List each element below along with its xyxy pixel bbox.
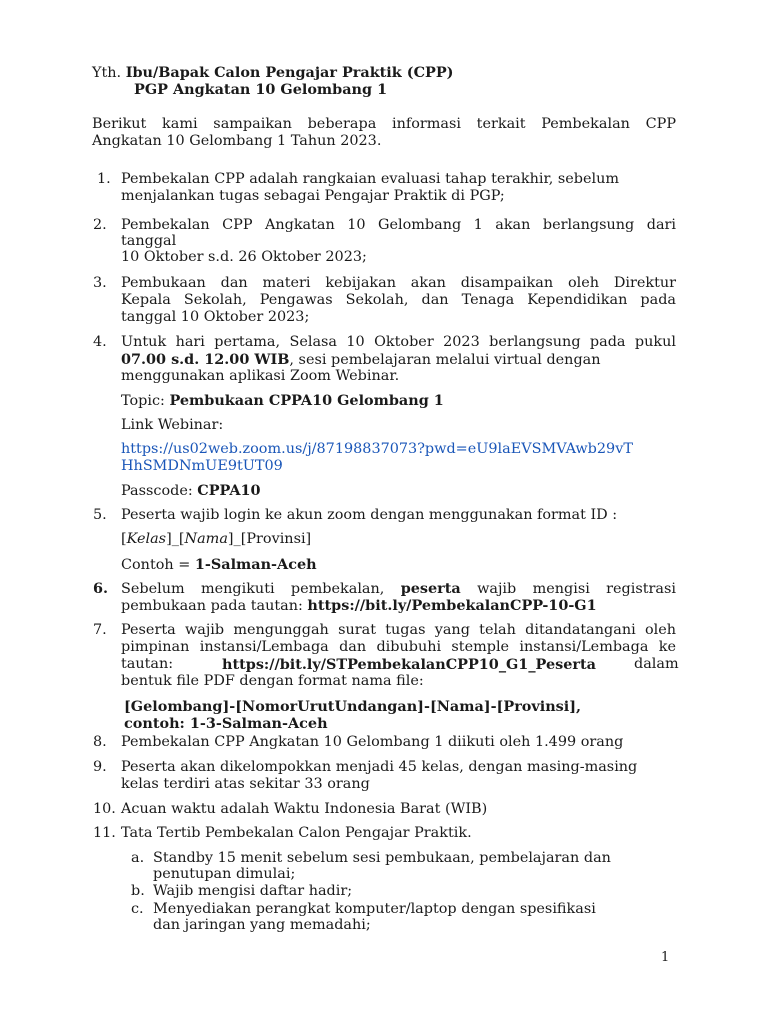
item-3-line-1: Pembukaan dan materi kebijakan akan disampaikan oleh Direktur (121, 275, 676, 291)
item-11-line-1: Tata Tertib Pembekalan Calon Pengajar Praktik. (121, 825, 472, 841)
item-7-line-4: bentuk file PDF dengan format nama file: (121, 673, 424, 689)
cohort-title: PGP Angkatan 10 Gelombang 1 (134, 81, 388, 98)
item-2-number: 2. (93, 217, 107, 233)
item-6-text-d: pembukaan pada tautan: (121, 598, 303, 614)
item-3-line-2: Kepala Sekolah, Pengawas Sekolah, dan Tenaga Kependidikan pada (121, 292, 676, 308)
item-9-line-2: kelas terdiri atas sekitar 33 orang (121, 776, 370, 792)
fmt-mid: ]_[ (166, 531, 185, 547)
zoom-id-format (121, 531, 311, 548)
topic-value: Pembukaan CPPA10 Gelombang 1 (169, 392, 444, 409)
item-4-topic (121, 392, 444, 410)
recipient-title: Ibu/Bapak Calon Pengajar Praktik (CPP) (125, 64, 454, 81)
upload-link[interactable]: https://bit.ly/STPembekalanCPP10_G1_Peserta (222, 656, 596, 673)
file-name-example: contoh: 1-3-Salman-Aceh (124, 715, 328, 732)
item-10-number: 10. (93, 801, 116, 817)
item-11a-line-2: penutupan dimulai; (153, 866, 296, 882)
item-6-line-2 (121, 597, 597, 615)
webinar-link-line-1[interactable]: https://us02web.zoom.us/j/87198837073?pwd=eU9laEVSMVAwb29vT (121, 441, 633, 457)
item-6-text-a: Sebelum mengikuti pembekalan, (121, 581, 385, 597)
topic-label: Topic: (121, 393, 165, 409)
item-7-line-1: Peserta wajib mengunggah surat tugas yang telah ditandatangani oleh (121, 622, 676, 638)
salutation-line (92, 64, 453, 82)
link-webinar-label: Link Webinar: (121, 417, 224, 433)
item-8-line-1: Pembekalan CPP Angkatan 10 Gelombang 1 diikuti oleh 1.499 orang (121, 734, 624, 750)
item-6-line-1 (121, 580, 676, 598)
salutation-yth: Yth. (92, 65, 122, 81)
passcode-value: CPPA10 (197, 482, 261, 499)
item-4-line-1: Untuk hari pertama, Selasa 10 Oktober 2023 berlangsung pada pukul (121, 334, 676, 350)
item-9-line-1: Peserta akan dikelompokkan menjadi 45 kelas, dengan masing-masing (121, 759, 638, 775)
item-11b-letter: b. (131, 883, 145, 899)
item-4-time: 07.00 s.d. 12.00 WIB (121, 351, 290, 368)
item-11c-line-1: Menyediakan perangkat komputer/laptop dengan spesifikasi (153, 901, 596, 917)
item-11a-line-1: Standby 15 menit sebelum sesi pembukaan, pembelajaran dan (153, 850, 611, 866)
item-4-line-3: menggunakan aplikasi Zoom Webinar. (121, 368, 400, 384)
zoom-id-example (121, 556, 317, 574)
item-7-tautan-label: tautan: (121, 656, 174, 672)
item-11c-letter: c. (131, 901, 144, 917)
item-2-line-2: tanggal (121, 233, 177, 249)
item-6-text-c: wajib mengisi registrasi (477, 581, 676, 597)
file-name-format: [Gelombang]-[NomorUrutUndangan]-[Nama]-[Provinsi], (124, 698, 582, 715)
item-2-line-3: 10 Oktober s.d. 26 Oktober 2023; (121, 249, 367, 265)
item-7-line-2: pimpinan instansi/Lembaga dan dibubuhi stemple instansi/Lembaga ke (121, 639, 676, 655)
item-11a-letter: a. (131, 850, 145, 866)
item-1-line-2: menjalankan tugas sebagai Pengajar Praktik di PGP; (121, 188, 505, 204)
fmt-kelas: Kelas (126, 531, 167, 547)
page-number: 1 (661, 950, 670, 965)
item-4-line-2-rest: , sesi pembelajaran melalui virtual dengan (289, 352, 601, 368)
fmt-open: [ (121, 531, 127, 547)
item-5-line-1: Peserta wajib login ke akun zoom dengan menggunakan format ID : (121, 507, 618, 523)
fmt-nama: Nama (184, 531, 228, 547)
passcode-label: Passcode: (121, 483, 193, 499)
example-label: Contoh = (121, 557, 195, 573)
fmt-end: ]_[Provinsi] (227, 531, 312, 547)
item-7-dalam: dalam (634, 656, 679, 672)
item-9-number: 9. (93, 759, 107, 775)
item-7-number: 7. (93, 622, 107, 638)
item-1-number: 1. (97, 171, 111, 187)
item-2-line-1: Pembekalan CPP Angkatan 10 Gelombang 1 akan berlangsung dari (121, 217, 676, 233)
registration-link[interactable]: https://bit.ly/PembekalanCPP-10-G1 (307, 597, 597, 614)
item-6-peserta: peserta (400, 580, 461, 597)
intro-line-2: Angkatan 10 Gelombang 1 Tahun 2023. (92, 133, 382, 149)
example-value: 1-Salman-Aceh (194, 556, 317, 573)
item-10-line-1: Acuan waktu adalah Waktu Indonesia Barat (WIB) (121, 801, 488, 817)
item-3-number: 3. (93, 275, 107, 291)
item-5-number: 5. (93, 507, 107, 523)
item-4-passcode (121, 482, 261, 500)
intro-line-1: Berikut kami sampaikan beberapa informasi terkait Pembekalan CPP (92, 116, 676, 132)
item-1-line-1: Pembekalan CPP adalah rangkaian evaluasi tahap terakhir, sebelum (121, 171, 620, 187)
item-11c-line-2: dan jaringan yang memadahi; (153, 917, 371, 933)
item-8-number: 8. (93, 734, 107, 750)
item-3-line-3: tanggal 10 Oktober 2023; (121, 309, 310, 325)
item-11b-line-1: Wajib mengisi daftar hadir; (153, 883, 353, 899)
webinar-link-line-2[interactable]: HhSMDNmUE9tUT09 (121, 458, 283, 474)
item-4-number: 4. (93, 334, 107, 350)
item-11-number: 11. (93, 825, 116, 841)
item-6-number: 6. (93, 580, 109, 597)
item-4-line-2 (121, 351, 676, 369)
